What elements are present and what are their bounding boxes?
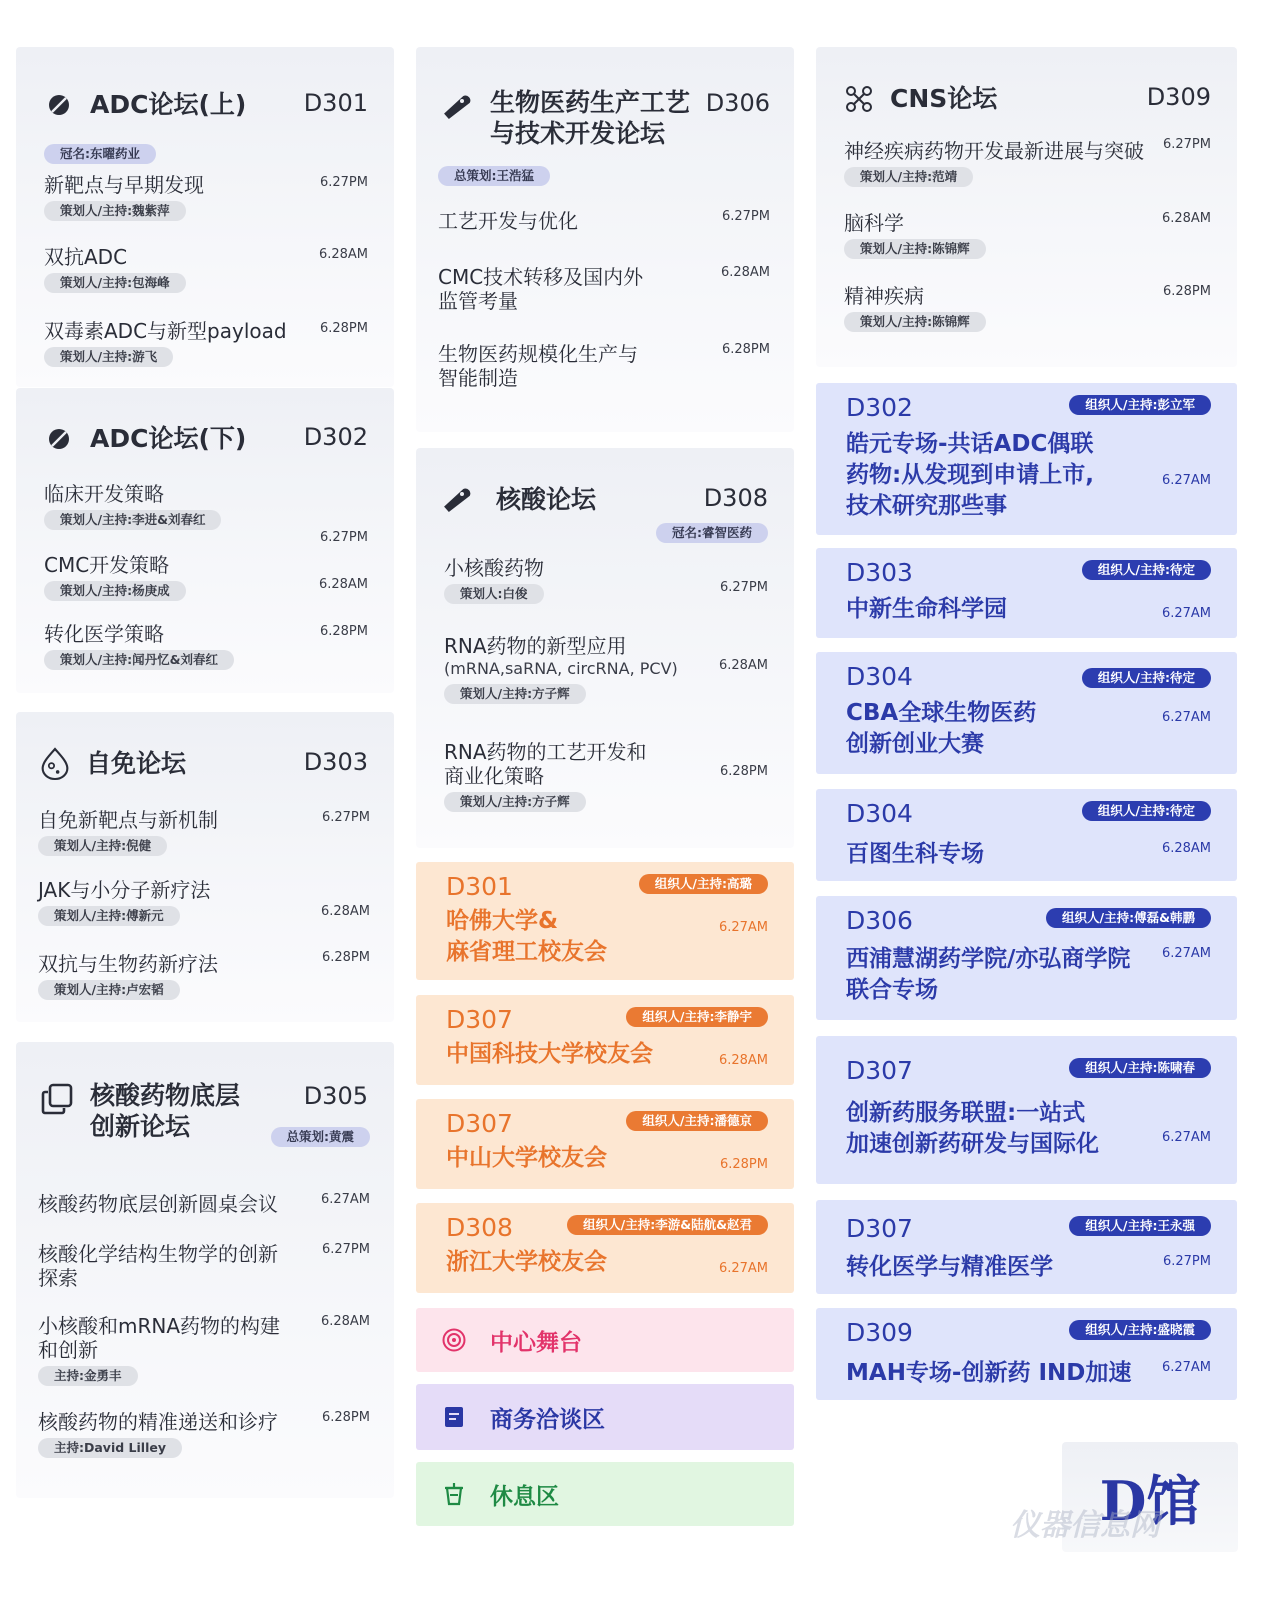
session-item: 小核酸和mRNA药物的构建 和创新 6.28AM 主持:金勇丰 xyxy=(38,1314,370,1386)
session-item: 临床开发策略 6.27PM 策划人/主持:李进&刘春红 xyxy=(44,482,368,545)
alumni-block: D308 组织人/主持:李游&陆航&赵君 浙江大学校友会 6.27AM xyxy=(416,1203,794,1293)
forum-title: CNS论坛 xyxy=(890,84,998,113)
session-item: 核酸药物的精准递送和诊疗 6.28PM 主持:David Lilley xyxy=(38,1410,370,1458)
zone-center-stage: 中心舞台 xyxy=(416,1308,794,1372)
forum-card-immune xyxy=(16,712,394,1022)
alumni-block: D307 组织人/主持:潘德京 中山大学校友会 6.28PM xyxy=(416,1099,794,1189)
session-item: 神经疾病药物开发最新进展与突破 6.27PM 策划人/主持:范靖 xyxy=(844,139,1211,187)
pen-icon xyxy=(442,484,474,522)
forum-title: ADC论坛(下) xyxy=(90,424,247,453)
special-block: D303 组织人/主持:待定 中新生命科学园 6.27AM xyxy=(816,548,1237,638)
cup-icon xyxy=(442,1482,466,1506)
alumni-block: D301 组织人/主持:高璐 哈佛大学& 麻省理工校友会 6.27AM xyxy=(416,862,794,980)
zone-business: 商务洽谈区 xyxy=(416,1384,794,1450)
document-icon xyxy=(442,1405,466,1429)
session-item: RNA药物的新型应用 (mRNA,saRNA, circRNA, PCV) 6.28AM 策划人/主持:方子辉 xyxy=(444,634,768,704)
watermark: 仪器信息网 xyxy=(1010,1508,1160,1543)
hall-logo: D馆 xyxy=(1062,1442,1238,1552)
forum-title: 核酸论坛 xyxy=(496,485,597,514)
session-item: 自免新靶点与新机制 6.27PM 策划人/主持:倪健 xyxy=(38,808,370,856)
special-block: D306 组织人/主持:傅磊&韩鹏 西浦慧湖药学院/亦弘商学院 联合专场 6.27AM xyxy=(816,896,1237,1020)
zone-rest: 休息区 xyxy=(416,1462,794,1526)
pill-icon xyxy=(44,424,74,454)
session-item: 生物医药规模化生产与 智能制造 6.28PM xyxy=(438,342,770,390)
target-icon xyxy=(442,1328,466,1352)
alumni-block: D307 组织人/主持:李静宇 中国科技大学校友会 6.28AM xyxy=(416,995,794,1085)
forum-card-bioprocess xyxy=(416,47,794,432)
session-item: JAK与小分子新疗法 6.28AM 策划人/主持:傅新元 xyxy=(38,878,370,926)
forum-room: D306 xyxy=(705,89,770,117)
forum-card-nucleic-base xyxy=(16,1042,394,1498)
session-item: 精神疾病 6.28PM 策划人/主持:陈锦辉 xyxy=(844,284,1211,332)
session-item: 脑科学 6.28AM 策划人/主持:陈锦辉 xyxy=(844,211,1211,259)
special-block: D307 组织人/主持:王永强 转化医学与精准医学 6.27PM xyxy=(816,1200,1237,1294)
session-item: 核酸药物底层创新圆桌会议 6.27AM xyxy=(38,1192,370,1216)
special-block: D302 组织人/主持:彭立军 皓元专场-共话ADC偶联 药物:从发现到申请上市, 技术研究那些事 6.27AM xyxy=(816,383,1237,535)
special-block: D307 组织人/主持:陈啸春 创新药服务联盟:一站式 加速创新药研发与国际化 6.27AM xyxy=(816,1036,1237,1184)
session-item: 工艺开发与优化 6.27PM xyxy=(438,209,770,233)
molecule-icon xyxy=(844,84,874,114)
planner-chip: 总策划:黄震 xyxy=(271,1127,371,1147)
pill-icon xyxy=(44,90,74,120)
special-block: D304 组织人/主持:待定 CBA全球生物医药 创新创业大赛 6.27AM xyxy=(816,652,1237,774)
forum-room: D303 xyxy=(303,748,368,776)
session-item: CMC技术转移及国内外 监管考量 6.28AM xyxy=(438,265,770,313)
forum-room: D301 xyxy=(303,89,368,117)
forum-title: 核酸药物底层 创新论坛 xyxy=(90,1081,241,1141)
forum-title: 生物医药生产工艺 与技术开发论坛 xyxy=(490,88,691,148)
session-item: 双毒素ADC与新型payload 6.28PM 策划人/主持:游飞 xyxy=(44,319,368,367)
session-item: 转化医学策略 6.28PM 策划人/主持:闻丹忆&刘春红 xyxy=(44,622,368,670)
sponsor-chip: 冠名:东曜药业 xyxy=(44,144,156,164)
forum-title: ADC论坛(上) xyxy=(90,90,247,119)
session-item: 小核酸药物 6.27PM 策划人:白俊 xyxy=(444,556,768,604)
forum-room: D309 xyxy=(1146,83,1211,111)
session-item: RNA药物的工艺开发和 商业化策略 6.28PM 策划人/主持:方子辉 xyxy=(444,740,768,812)
forum-room: D305 xyxy=(303,1082,368,1110)
special-block: D304 组织人/主持:待定 百图生科专场 6.28AM xyxy=(816,789,1237,881)
forum-room: D308 xyxy=(703,484,768,512)
copy-icon xyxy=(40,1082,74,1120)
session-item: 双抗与生物药新疗法 6.28PM 策划人/主持:卢宏韬 xyxy=(38,952,370,1000)
session-item: 核酸化学结构生物学的创新 探索 6.27PM xyxy=(38,1242,370,1290)
sponsor-chip: 冠名:睿智医药 xyxy=(656,523,768,543)
planner-chip: 总策划:王浩猛 xyxy=(438,166,550,186)
session-item: 双抗ADC 6.28AM 策划人/主持:包海峰 xyxy=(44,245,368,293)
forum-card-cns xyxy=(816,47,1237,367)
forum-room: D302 xyxy=(303,423,368,451)
session-item: CMC开发策略 6.28AM 策划人/主持:杨庚成 xyxy=(44,553,368,601)
forum-card-nucleic xyxy=(416,448,794,848)
forum-card-adc-up xyxy=(16,47,394,387)
drop-icon xyxy=(40,749,70,779)
special-block: D309 组织人/主持:盛晓霞 MAH专场-创新药 IND加速 6.27AM xyxy=(816,1308,1237,1400)
forum-title: 自免论坛 xyxy=(86,749,187,778)
session-item: 新靶点与早期发现 6.27PM 策划人/主持:魏紫萍 xyxy=(44,173,368,221)
forum-card-adc-down xyxy=(16,388,394,693)
pen-icon xyxy=(442,91,474,129)
